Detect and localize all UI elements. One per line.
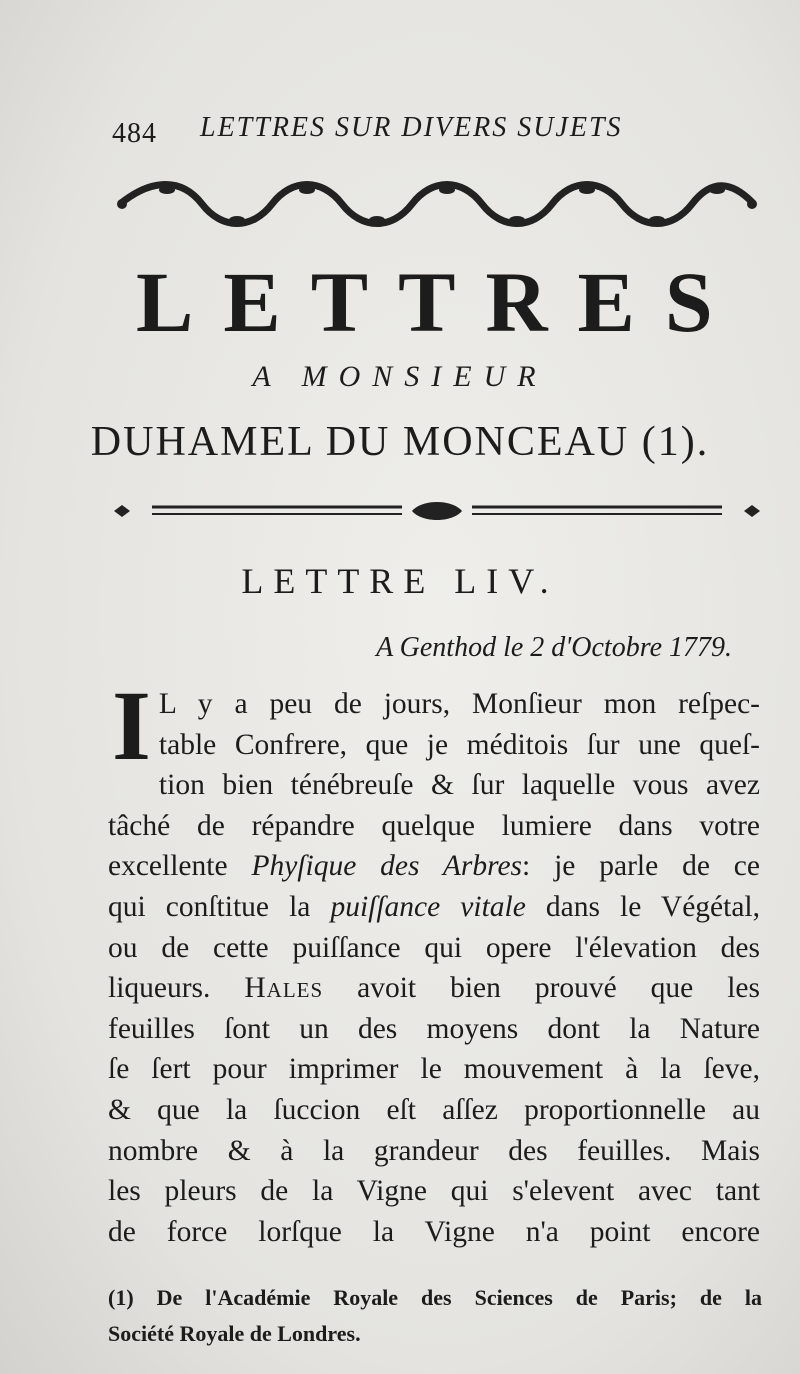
body-text: qui conſtitue la: [108, 890, 311, 923]
body-line: L y a peu de jours, Monſieur mon reſpec-: [158, 688, 760, 720]
body-line: nombre & à la grandeur des feuilles. Mais: [108, 1134, 760, 1167]
body-line: tion bien ténébreuſe & ſur laquelle vous avez: [158, 769, 760, 802]
running-head: [112, 112, 752, 152]
body-text: avoit bien prouvé que les: [357, 972, 760, 1005]
body-line: de force lorſque la Vigne n'a point encore: [108, 1215, 760, 1248]
body-line: [108, 846, 760, 887]
footnote: [108, 1280, 762, 1352]
body-line: [108, 887, 760, 928]
body-line: & que la ſuccion eſt aſſez proportionnelle au: [108, 1093, 760, 1126]
book-title: Phyſique des Arbres: [251, 850, 523, 883]
vine-ornament-icon: [112, 168, 762, 238]
body-line: les pleurs de la Vigne qui s'elevent avec tant: [108, 1175, 760, 1208]
main-heading: LETTRES: [136, 254, 743, 350]
page-number: 484: [112, 118, 157, 149]
body-text: excellente: [108, 850, 228, 883]
footnote-line: (1) De l'Académie Royale des Sciences de Paris; de la: [108, 1285, 762, 1310]
body-line: ou de cette puiſſance qui opere l'élevation des: [108, 931, 760, 964]
letter-title: LETTRE LIV.: [241, 561, 559, 601]
body-line: tâché de répandre quelque lumiere dans votre: [108, 809, 760, 842]
body-line: [108, 968, 760, 1009]
drop-cap: I: [112, 670, 151, 781]
rule-ornament-icon: [112, 494, 762, 528]
body-line: feuilles ſont un des moyens dont la Nature: [108, 1012, 760, 1045]
body-text: dans le Végétal,: [545, 890, 760, 923]
addressee-line: A MONSIEUR: [252, 360, 548, 393]
dateline: A Genthod le 2 d'Octobre 1779.: [376, 632, 732, 663]
dedicatee-name: DUHAMEL DU MONCEAU (1).: [90, 419, 710, 465]
running-title: LETTRES SUR DIVERS SUJETS: [200, 112, 623, 143]
author-name: Hales: [244, 972, 324, 1005]
body-line: table Confrere, que je méditois ſur une queſ-: [158, 728, 760, 761]
emphasis-text: puiſſance vitale: [330, 890, 526, 923]
body-text: : je parle de ce: [522, 850, 760, 883]
body-line: ſe ſert pour imprimer le mouvement à la ſeve,: [108, 1053, 760, 1086]
footnote-line: Société Royale de Londres.: [108, 1321, 361, 1346]
letter-body: [108, 670, 760, 1252]
body-text: liqueurs.: [108, 972, 211, 1005]
